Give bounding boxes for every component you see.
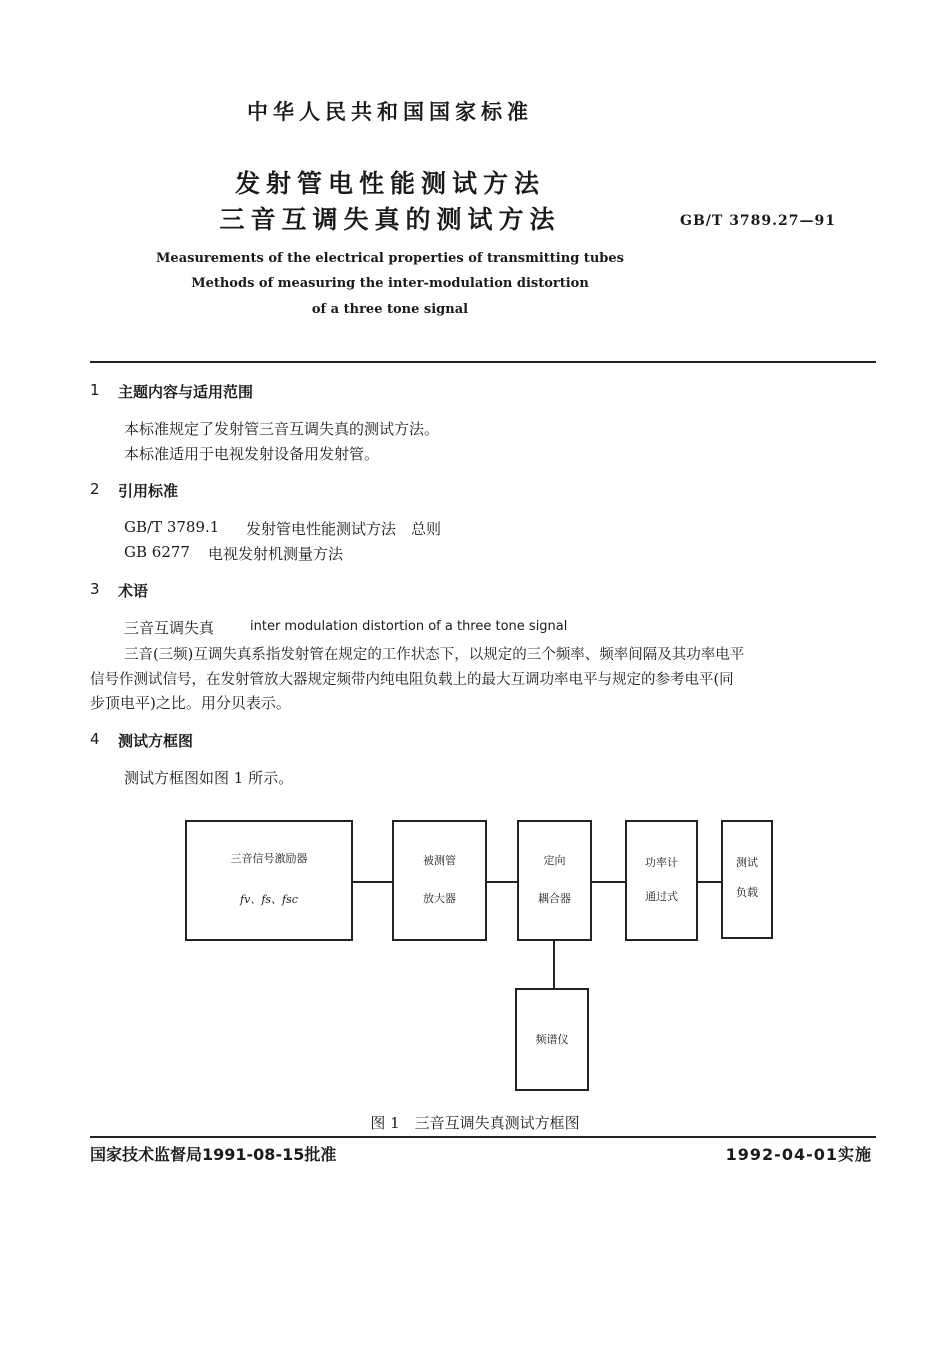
implementation-date: 1992-04-01实施 [725, 1145, 872, 1164]
definition-line-3: 步顶电平)之比。用分贝表示。 [90, 694, 291, 712]
dut-label-line-2: 放大器 [423, 892, 456, 905]
directional-coupler-box [517, 820, 592, 941]
title-line-1: 发射管电性能测试方法 [234, 169, 545, 198]
meter-label-line-2: 通过式 [645, 890, 678, 903]
reference-1-code: GB/T 3789.1 [124, 518, 220, 536]
exciter-label: 三音信号激励器 [230, 852, 308, 865]
section-1-paragraph-1: 本标准规定了发射管三音互调失真的测试方法。 [124, 420, 440, 438]
meter-label-line-1: 功率计 [645, 856, 678, 869]
reference-2-code: GB 6277 [124, 543, 190, 561]
dut-amplifier-box [392, 820, 487, 941]
definition-line-2: 信号作测试信号，在发射管放大器规定频带内纯电阻负载上的最大互调功率电平与规定的参考电平(同 [90, 672, 734, 688]
english-title-line-1: Measurements of the electrical properties of transmitting tubes [156, 251, 624, 266]
analyzer-label: 频谱仪 [535, 1033, 569, 1046]
reference-1-title: 发射管电性能测试方法 总则 [246, 520, 442, 538]
term-chinese: 三音互调失真 [124, 619, 215, 637]
section-1-paragraph-2: 本标准适用于电视发射设备用发射管。 [124, 445, 380, 463]
english-title-line-3: of a three tone signal [311, 302, 469, 317]
connector-meter-load [698, 881, 721, 883]
exciter-box [185, 820, 353, 941]
title-line-2: 三音互调失真的测试方法 [219, 205, 561, 234]
connector-coupler-analyzer [553, 941, 555, 988]
section-1-title: 主题内容与适用范围 [118, 383, 254, 401]
section-2-title: 引用标准 [118, 482, 179, 500]
figure-caption: 图 1 三音互调失真测试方框图 [370, 1114, 580, 1132]
reference-2-title: 电视发射机测量方法 [208, 545, 344, 563]
connector-dut-coupler [487, 881, 517, 883]
section-3-title: 术语 [118, 582, 149, 600]
spectrum-analyzer-box [515, 988, 589, 1091]
section-4-number: 4 [90, 730, 100, 748]
connector-coupler-meter [592, 881, 625, 883]
load-label-line-2: 负载 [736, 886, 758, 899]
footer-rule [90, 1136, 876, 1138]
section-4-title: 测试方框图 [118, 732, 194, 750]
coupler-label-line-1: 定向 [543, 854, 566, 867]
dut-label-line-1: 被测管 [423, 854, 456, 867]
standard-number: GB/T 3789.27—91 [680, 213, 836, 229]
coupler-label-line-2: 耦合器 [538, 892, 571, 905]
section-4-paragraph-1: 测试方框图如图 1 所示。 [124, 769, 294, 787]
test-load-box [721, 820, 773, 939]
national-standard-heading: 中华人民共和国国家标准 [247, 100, 533, 124]
power-meter-box [625, 820, 698, 941]
definition-line-1: 三音(三频)互调失真系指发射管在规定的工作状态下，以规定的三个频率、频率间隔及其功率电平 [124, 647, 745, 663]
section-3-number: 3 [90, 580, 100, 598]
section-2-number: 2 [90, 480, 100, 498]
load-label-line-1: 测试 [736, 856, 758, 869]
exciter-frequencies: fv、fs、fsc [240, 893, 298, 906]
approval-date: 国家技术监督局1991-08-15批准 [90, 1145, 337, 1164]
term-english: inter modulation distortion of a three tone signal [250, 619, 568, 634]
header-rule [90, 361, 876, 363]
english-title-line-2: Methods of measuring the inter-modulation distortion [191, 276, 589, 291]
section-1-number: 1 [90, 381, 100, 399]
connector-exciter-dut [353, 881, 392, 883]
